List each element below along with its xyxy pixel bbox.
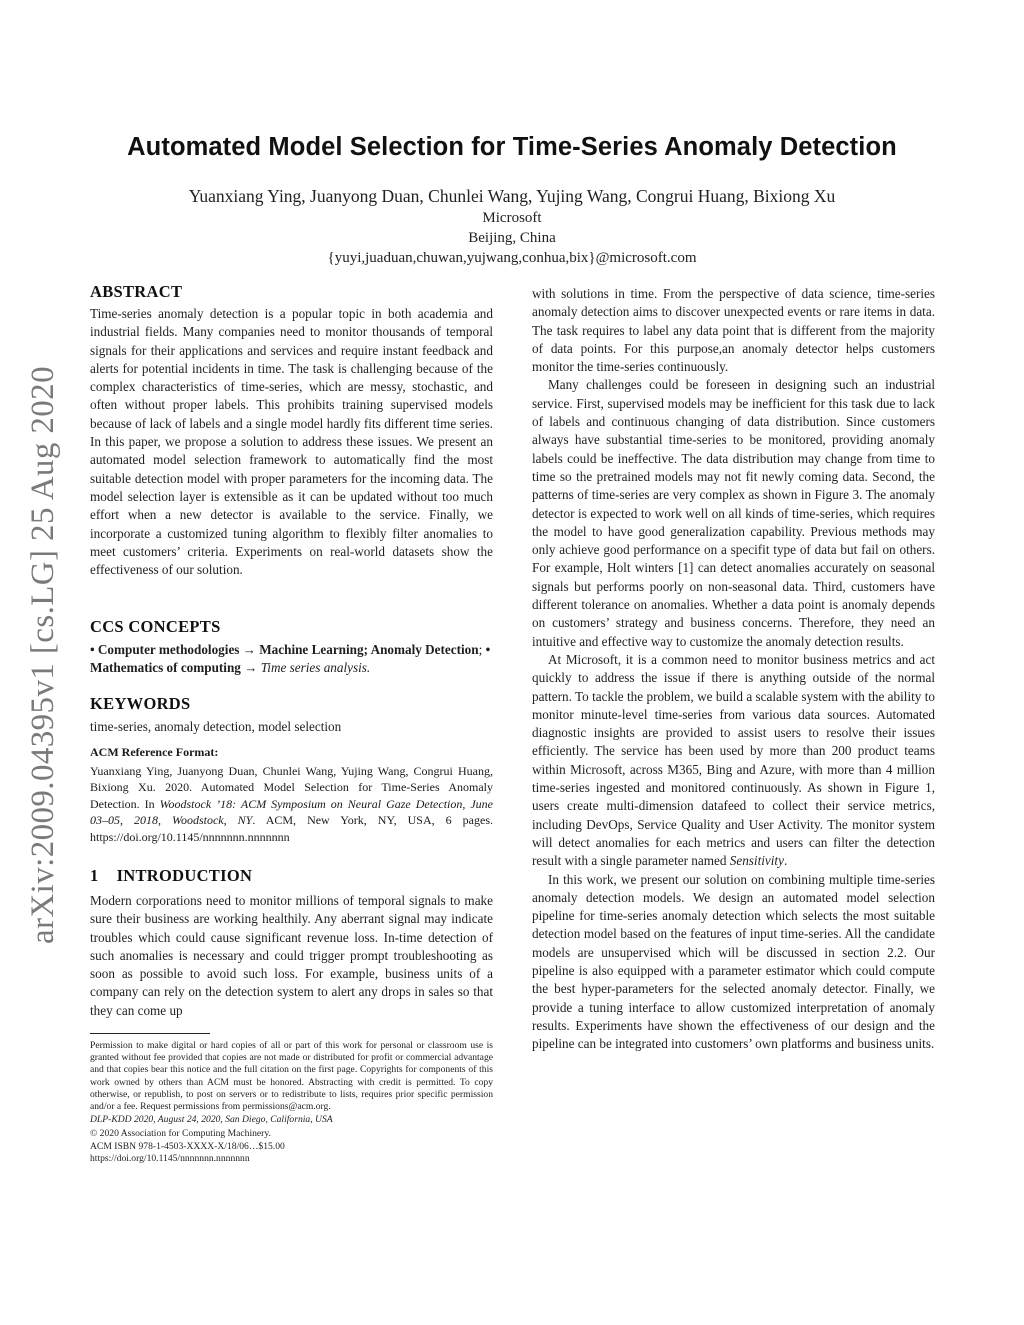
- acm-reference-venue: Woodstock ’18: ACM Symposium on Neural Gaze Detection, June 03–05, 2018, Woodstock, NY: [90, 796, 493, 828]
- keywords-text: time-series, anomaly detection, model selection: [90, 719, 342, 734]
- doi-link[interactable]: https://doi.org/10.1145/nnnnnnn.nnnnnnn: [90, 1152, 250, 1164]
- arxiv-identifier: arXiv:2009.04395v1 [cs.LG] 25 Aug 2020: [25, 366, 61, 944]
- right-column: [532, 285, 935, 1053]
- permission-notice: Permission to make digital or hard copies of all or part of this work for personal or classroom use is granted without fee provided that copies are not made or distributed for profit or commercial advantage and that copies bear this notice and the full citation on the first page. Copyrights for components of this work owned by others than ACM must be honored. Abstracting with credit is permitted. To copy otherwise, or republish, to post on servers or to redistribute to lists, requires prior specific permission and/or a fee. Request permissions from permissions@acm.org.: [90, 1040, 493, 1113]
- ccs-concept-1: • Computer methodologies → Machine Learning; Anomaly Detection: [90, 642, 479, 657]
- acm-reference-heading: ACM Reference Format:: [90, 745, 219, 759]
- copyright-line: © 2020 Association for Computing Machinery.: [90, 1128, 271, 1140]
- affiliation-org: Microsoft: [482, 210, 542, 226]
- acm-reference-text: Yuanxiang Ying, Juanyong Duan, Chunlei Wang, Yujing Wang, Congrui Huang, Bixiong Xu. 2020. Automated Model Selection for Time-Series Anomaly Detection. In Woodstock ’18: ACM Symposium on Neural Gaze Detection, June 03–05, 2018, Woodstock, NY. ACM, New York, NY, USA, 6 pages. https://doi.org/10.1145/nnnnnnn.nnnnnnn: [90, 764, 494, 844]
- introduction-paragraph-4: In this work, we present our solution on combining multiple time-series anomaly detection models. We design an automated model selection pipeline for time-series anomaly detection which selects the most suitable detection model based on the features of input time-series. All the candidate models are unsupervised which will be discussed in section 2.2. Our pipeline is also equipped with a parameter estimator which could compute the best hyper-parameters for the selected anomaly detector. Finally, we provide a tuning interface to allow customized interpretation of anomaly results. Experiments have shown the effectiveness of our design and the pipeline can be integrated into customers’ own platforms and business units.: [532, 871, 935, 1052]
- keywords-section: [90, 694, 493, 736]
- introduction-paragraph-3: At Microsoft, it is a common need to monitor business metrics and act quickly to address the issue if there is anything outside of the normal pattern. To tackle the problem, we build a scalable system with the ability to monitor minute-level time-series from various data sources. Automated diagnostic insights are provided to assist users to resolve their issues efficiently. The service has been used by more than 200 product teams within Microsoft, across M365, Bing and Azure, with more than 4 million time-series ingested and monitored continuously. As shown in Figure 1, users create multi-dimension datafeed to collect their service metrics, including DevOps, Service Quality and User Activity. The monitor system will detect anomalies for each metrics and users can filter the detection result with a single parameter named Sensitivity.: [532, 651, 935, 869]
- introduction-heading: 1 INTRODUCTION: [90, 866, 253, 885]
- acm-reference: [90, 745, 493, 845]
- ccs-concept-2-leaf: Time series analysis.: [257, 660, 371, 676]
- footnote-rule: [90, 1033, 210, 1034]
- footnote-block: [90, 1033, 493, 1165]
- introduction-section: [90, 866, 493, 1020]
- affiliation-emails: {yuyi,juaduan,chuwan,yujwang,conhua,bix}@microsoft.com: [327, 250, 697, 266]
- conference-info: DLP-KDD 2020, August 24, 2020, San Diego, California, USA: [90, 1114, 333, 1126]
- ccs-concept-2: • Mathematics of computing →: [90, 642, 491, 676]
- sensitivity-term: Sensitivity: [729, 853, 784, 869]
- affiliation-location: Beijing, China: [468, 230, 556, 246]
- abstract-heading: ABSTRACT: [90, 282, 183, 301]
- paper-title: Automated Model Selection for Time-Series Anomaly Detection: [127, 133, 897, 161]
- ccs-text: • Computer methodologies → Machine Learning; Anomaly Detection; • Mathematics of computing → Time series analysis.: [90, 642, 491, 676]
- abstract-section: [90, 282, 493, 579]
- isbn-line: ACM ISBN 978-1-4503-XXXX-X/18/06…$15.00: [90, 1140, 285, 1152]
- ccs-heading: CCS CONCEPTS: [90, 617, 221, 636]
- introduction-paragraph-1: Modern corporations need to monitor millions of temporal signals to make sure their business are working healthily. Any aberrant signal may indicate troubles which could cause significant revenue loss. In-time detection of such anomalies is necessary and could trigger prompt troubleshooting as soon as possible to avoid such loss. For example, business units of a company can rely on the detection system to alert any drops in sales so that they can come up: [90, 893, 493, 1018]
- abstract-text: Time-series anomaly detection is a popular topic in both academia and industrial fields. Many companies need to monitor thousands of temporal signals for their applications and services and require instant feedback and alerts for potential incidents in time. The task is challenging because of the complex characteristics of time-series, which are messy, stochastic, and often without proper labels. This prohibits training supervised models because of lack of labels and a single model hardly fits different time series. In this paper, we propose a solution to address these issues. We present an automated model selection framework to automatically find the most suitable detection model with proper parameters for the incoming data. The model selection layer is extensible as it can be updated without too much effort when a new detector is available to the service. Finally, we incorporate a customized tuning algorithm to flexibly filter anomalies to meet customers’ criteria. Experiments on real-world datasets show the effectiveness of our solution.: [90, 306, 493, 578]
- keywords-heading: KEYWORDS: [90, 694, 191, 713]
- introduction-paragraph-2: Many challenges could be foreseen in designing such an industrial service. First, supervised models may be inefficient for this task due to lack of labels and continuous changing of data distribution. Since customers always have substantial time-series to be monitored, providing anomaly labels could be ineffective. The data distribution may change from time to time so the pretrained models may not fit newly coming data. Second, the patterns of time-series are very complex as shown in Figure 3. The anomaly detector is expected to work well on all kinds of time-series, which requires the model to have good generalization capability. Previous methods may only achieve good performance on a specifit type of data but fail on others. For example, Holt winters [1] can detect anomalies accurately on seasonal signals but performs poorly on non-seasonal data. Third, customers have different tolerance on anomalies. Whether a data point is anomaly depends on customers’ strategy and business concerns. Therefore, they need an intuitive and effective way to customize the anomaly detection results.: [532, 377, 935, 649]
- introduction-paragraph-1-cont: with solutions in time. From the perspective of data science, time-series anomaly detection aims to discover unexpected events or rare items in data. The task requires to label any data point that is different from the majority of data points. For this purpose,an anomaly detector helps customers monitor the time-series continuously.: [532, 286, 935, 375]
- author-list: Yuanxiang Ying, Juanyong Duan, Chunlei Wang, Yujing Wang, Congrui Huang, Bixiong Xu: [188, 186, 836, 206]
- ccs-section: [90, 617, 493, 678]
